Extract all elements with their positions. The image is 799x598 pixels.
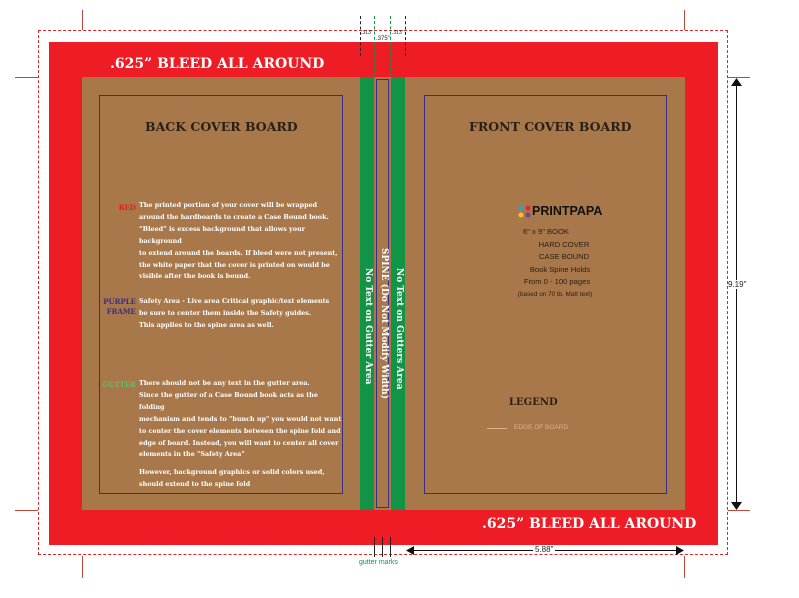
legend-line: be sure to center them inside the Safety guides. xyxy=(139,308,312,317)
legend-line: mechanism and tends to "bunch up" you would not want xyxy=(139,414,342,423)
legend-text-red xyxy=(139,200,344,283)
legend-title: LEGEND xyxy=(509,397,558,408)
book-info-line: (based on 70 lb. Matt text) xyxy=(517,290,593,298)
gutter-tick xyxy=(390,16,391,76)
legend-line: to center the cover elements between the spine fold and xyxy=(139,426,341,435)
bleed-label-bottom: .625” BLEED ALL AROUND xyxy=(482,516,697,532)
gutter-left-text: No Text on Gutter Area xyxy=(363,268,373,385)
legend-line: visible after the book is bound. xyxy=(139,272,251,281)
gutter-width-right: .313" xyxy=(392,30,404,36)
crop-line-bottom-right xyxy=(728,510,750,511)
width-label: 5.88" xyxy=(535,545,554,554)
legend-line: There should not be any text in the gutter area. xyxy=(139,379,310,387)
spine-dimension-marker xyxy=(358,16,408,76)
gutter-width-left: .313" xyxy=(361,30,373,36)
crop-line-right-bottom xyxy=(684,556,685,578)
logo-mark-icon xyxy=(518,205,531,218)
front-cover-title: FRONT COVER BOARD xyxy=(469,119,632,134)
crop-line-bottom-left xyxy=(15,510,38,511)
book-info-line: HARD COVER xyxy=(538,239,590,249)
legend-edge-label: EDGE OF BOARD xyxy=(514,424,569,431)
crop-line-right xyxy=(684,10,685,30)
back-cover-title: BACK COVER BOARD xyxy=(145,119,298,134)
crop-line-left xyxy=(82,10,83,30)
legend-line: This applies to the spine area as well. xyxy=(139,320,274,329)
legend-line: edge of board. Instead, you will want to center all cover xyxy=(139,438,339,447)
gutter-tick xyxy=(390,537,391,557)
book-info-line: Book Spine Holds xyxy=(529,264,591,274)
gutter-right-text: No Text on Gutters Area xyxy=(394,268,404,390)
legend-line: Since the gutter of a Case Bound book acts as the folding xyxy=(139,390,318,411)
arrow-up-icon xyxy=(731,78,742,86)
crop-line-left-bottom xyxy=(82,556,83,578)
legend-line: the white paper that the cover is printed on would be xyxy=(139,260,330,269)
arrow-down-icon xyxy=(731,502,742,510)
gutter-marks-label: gutter marks xyxy=(359,559,398,566)
legend-text-gutter xyxy=(139,378,344,491)
book-info-line: From 0 - 100 pages xyxy=(523,277,591,286)
legend-line: elements in the "Safety Area" xyxy=(139,450,245,459)
legend-line: to extend around the boards. If bleed were not present, xyxy=(139,248,338,257)
book-info xyxy=(500,226,610,301)
legend-line: around the hardboards to create a Case Bound book. xyxy=(139,212,329,221)
legend-key-red: RED xyxy=(118,203,136,212)
spine-text: SPINE (Do Not Modify Width) xyxy=(379,248,389,399)
crop-line-top-left xyxy=(15,77,38,78)
gutter-tick xyxy=(374,16,375,76)
gutter-marks-bottom xyxy=(360,537,408,559)
book-info-line: CASE BOUND xyxy=(538,252,590,261)
bleed-label-top: .625” BLEED ALL AROUND xyxy=(110,56,325,72)
legend-line: Safety Area - Live area Critical graphic/text elements xyxy=(139,297,330,305)
gutter-tick xyxy=(374,537,375,557)
height-label: 9.19" xyxy=(728,280,747,289)
spine-width-label: .375" xyxy=(376,36,390,42)
legend-key-gutter: GUTTER xyxy=(102,380,136,389)
legend-edge-swatch xyxy=(487,428,507,429)
legend-line: However, background graphics or solid colors used, xyxy=(139,468,325,477)
logo-text: PRINTPAPA xyxy=(532,204,603,218)
legend-line: The printed portion of your cover will be wrapped xyxy=(139,201,318,209)
legend-line: “Bleed” is excess background that allows your background xyxy=(139,224,306,245)
legend-key-purple: PURPLE FRAME xyxy=(103,297,136,316)
legend-line: should extend to the spine fold xyxy=(139,480,251,489)
gutter-tick xyxy=(405,16,406,56)
arrow-left-icon xyxy=(406,546,414,555)
legend-text-purple xyxy=(139,296,344,332)
gutter-tick xyxy=(360,16,361,56)
book-info-line: 6" x 9" BOOK xyxy=(523,227,569,236)
height-dimension-line xyxy=(736,80,737,508)
gutter-tick xyxy=(382,537,383,557)
arrow-right-icon xyxy=(676,546,684,555)
